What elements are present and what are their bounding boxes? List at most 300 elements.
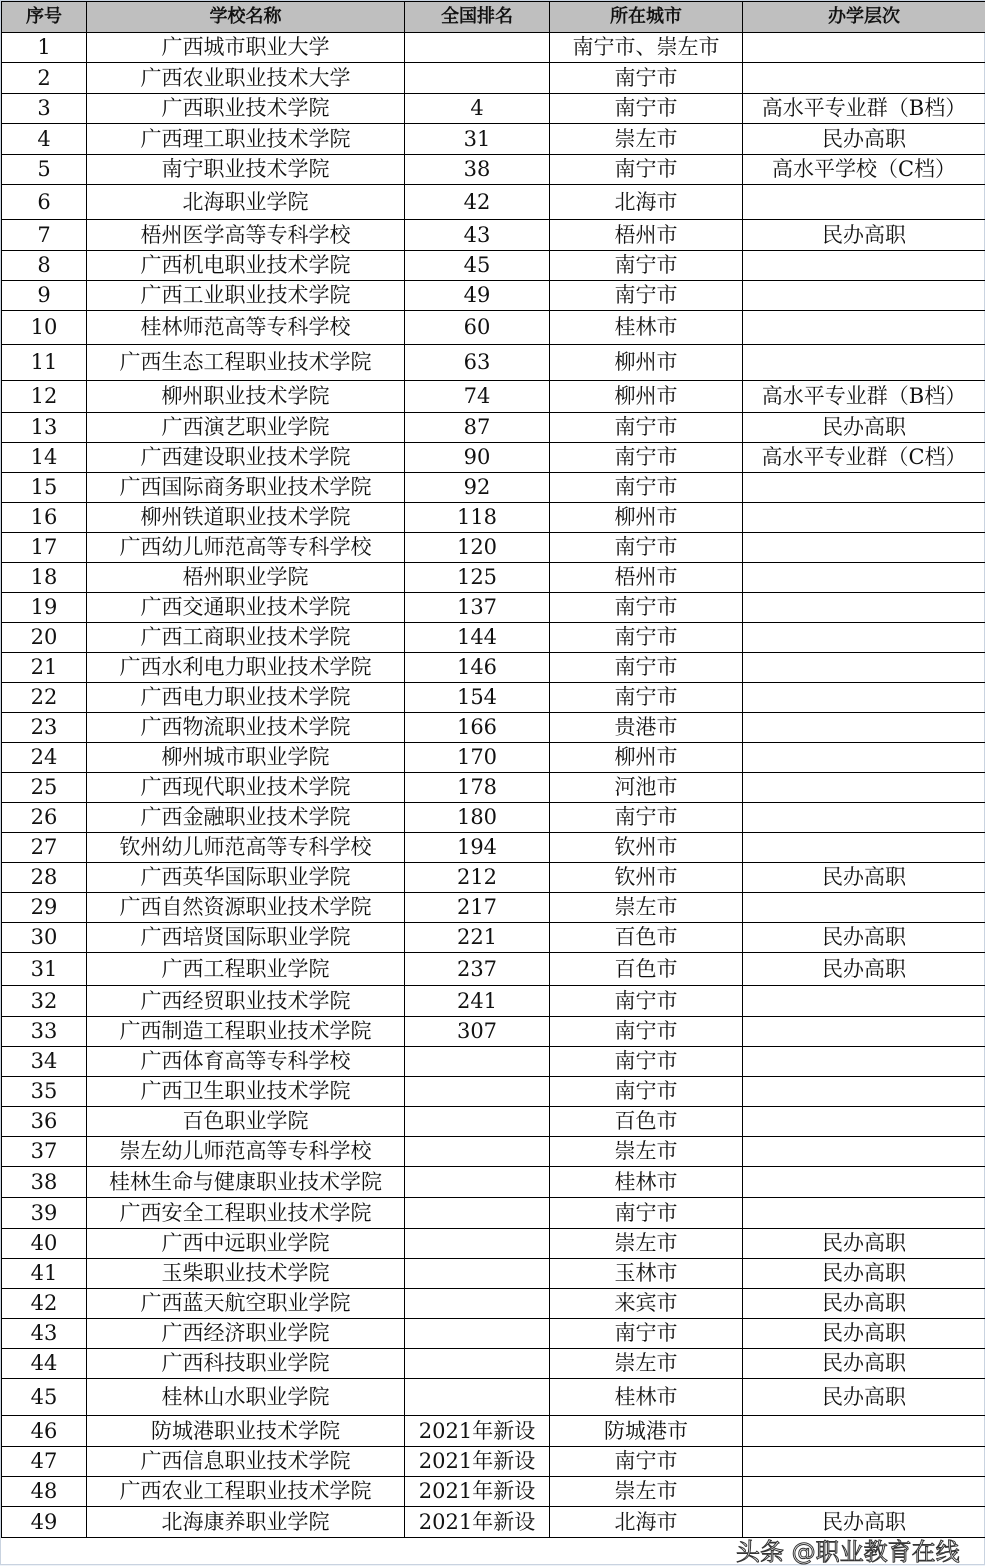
table-row xyxy=(2,124,985,155)
cell-index: 7 xyxy=(2,220,87,251)
cell-level: 民办高职 xyxy=(743,1289,985,1319)
table-row xyxy=(2,1137,985,1167)
table-row xyxy=(2,1017,985,1047)
cell-level xyxy=(743,473,985,503)
cell-national-rank: 217 xyxy=(405,893,550,923)
table-row xyxy=(2,743,985,773)
cell-level xyxy=(743,1198,985,1229)
cell-level xyxy=(743,281,985,311)
cell-city: 南宁市 xyxy=(550,1447,743,1477)
cell-national-rank: 146 xyxy=(405,653,550,683)
cell-school-name: 柳州职业技术学院 xyxy=(87,381,405,413)
cell-city: 崇左市 xyxy=(550,1229,743,1259)
cell-school-name: 柳州城市职业学院 xyxy=(87,743,405,773)
cell-school-name: 广西幼儿师范高等专科学校 xyxy=(87,533,405,563)
cell-school-name: 广西生态工程职业技术学院 xyxy=(87,345,405,381)
cell-school-name: 崇左幼儿师范高等专科学校 xyxy=(87,1137,405,1167)
cell-city: 百色市 xyxy=(550,953,743,986)
cell-city: 桂林市 xyxy=(550,1167,743,1198)
cell-school-name: 广西经济职业学院 xyxy=(87,1319,405,1349)
cell-index: 5 xyxy=(2,155,87,185)
cell-school-name: 广西工程职业学院 xyxy=(87,953,405,986)
cell-national-rank xyxy=(405,1379,550,1416)
cell-city: 崇左市 xyxy=(550,124,743,155)
cell-school-name: 广西体育高等专科学校 xyxy=(87,1047,405,1077)
cell-national-rank xyxy=(405,1167,550,1198)
table-row xyxy=(2,1289,985,1319)
cell-school-name: 广西物流职业技术学院 xyxy=(87,713,405,743)
cell-city: 防城港市 xyxy=(550,1416,743,1447)
cell-national-rank xyxy=(405,1289,550,1319)
cell-national-rank: 42 xyxy=(405,185,550,220)
cell-national-rank: 170 xyxy=(405,743,550,773)
cell-school-name: 广西理工职业技术学院 xyxy=(87,124,405,155)
cell-school-name: 广西水利电力职业技术学院 xyxy=(87,653,405,683)
cell-school-name: 广西城市职业大学 xyxy=(87,33,405,63)
cell-city: 南宁市 xyxy=(550,1319,743,1349)
cell-national-rank: 166 xyxy=(405,713,550,743)
cell-school-name: 广西机电职业技术学院 xyxy=(87,251,405,281)
cell-index: 8 xyxy=(2,251,87,281)
cell-school-name: 广西蓝天航空职业学院 xyxy=(87,1289,405,1319)
table-row xyxy=(2,1319,985,1349)
cell-national-rank: 49 xyxy=(405,281,550,311)
cell-level: 高水平学校（C档） xyxy=(743,155,985,185)
cell-level xyxy=(743,623,985,653)
cell-school-name: 广西国际商务职业技术学院 xyxy=(87,473,405,503)
cell-level xyxy=(743,1167,985,1198)
cell-index: 1 xyxy=(2,33,87,63)
cell-national-rank xyxy=(405,1107,550,1137)
cell-school-name: 玉柴职业技术学院 xyxy=(87,1259,405,1289)
cell-level xyxy=(743,311,985,345)
cell-school-name: 广西电力职业技术学院 xyxy=(87,683,405,713)
cell-school-name: 广西经贸职业技术学院 xyxy=(87,986,405,1017)
header-national-rank: 全国排名 xyxy=(405,2,550,33)
cell-level xyxy=(743,1017,985,1047)
cell-level: 高水平专业群（C档） xyxy=(743,443,985,473)
cell-city: 百色市 xyxy=(550,1107,743,1137)
cell-school-name: 广西工业职业技术学院 xyxy=(87,281,405,311)
cell-level xyxy=(743,503,985,533)
table-row xyxy=(2,94,985,124)
table-row xyxy=(2,155,985,185)
table-row xyxy=(2,833,985,863)
cell-city: 南宁市 xyxy=(550,155,743,185)
cell-city: 南宁市 xyxy=(550,1077,743,1107)
cell-level: 民办高职 xyxy=(743,1507,985,1538)
cell-index: 24 xyxy=(2,743,87,773)
cell-national-rank xyxy=(405,1198,550,1229)
cell-index: 32 xyxy=(2,986,87,1017)
table-row xyxy=(2,1167,985,1198)
cell-city: 南宁市 xyxy=(550,473,743,503)
cell-national-rank: 45 xyxy=(405,251,550,281)
table-row xyxy=(2,653,985,683)
cell-school-name: 北海康养职业学院 xyxy=(87,1507,405,1538)
cell-school-name: 梧州医学高等专科学校 xyxy=(87,220,405,251)
table-row xyxy=(2,1416,985,1447)
cell-city: 玉林市 xyxy=(550,1259,743,1289)
cell-city: 桂林市 xyxy=(550,1379,743,1416)
cell-national-rank: 4 xyxy=(405,94,550,124)
cell-level xyxy=(743,1447,985,1477)
cell-index: 48 xyxy=(2,1477,87,1507)
cell-level: 民办高职 xyxy=(743,1229,985,1259)
table-row xyxy=(2,803,985,833)
cell-national-rank: 2021年新设 xyxy=(405,1477,550,1507)
cell-city: 柳州市 xyxy=(550,381,743,413)
table-row xyxy=(2,33,985,63)
cell-school-name: 广西科技职业学院 xyxy=(87,1349,405,1379)
cell-national-rank xyxy=(405,1319,550,1349)
header-level: 办学层次 xyxy=(743,2,985,33)
cell-city: 崇左市 xyxy=(550,1349,743,1379)
cell-national-rank: 237 xyxy=(405,953,550,986)
table-row xyxy=(2,863,985,893)
cell-index: 3 xyxy=(2,94,87,124)
cell-level: 高水平专业群（B档） xyxy=(743,94,985,124)
cell-index: 15 xyxy=(2,473,87,503)
cell-city: 百色市 xyxy=(550,923,743,953)
table-row xyxy=(2,63,985,94)
cell-city: 南宁市 xyxy=(550,63,743,94)
table-row xyxy=(2,713,985,743)
cell-index: 37 xyxy=(2,1137,87,1167)
table-row xyxy=(2,1047,985,1077)
cell-national-rank: 63 xyxy=(405,345,550,381)
cell-national-rank: 125 xyxy=(405,563,550,593)
cell-national-rank: 120 xyxy=(405,533,550,563)
cell-level: 民办高职 xyxy=(743,923,985,953)
cell-level xyxy=(743,773,985,803)
cell-index: 43 xyxy=(2,1319,87,1349)
cell-school-name: 广西职业技术学院 xyxy=(87,94,405,124)
cell-school-name: 广西工商职业技术学院 xyxy=(87,623,405,653)
cell-city: 南宁市 xyxy=(550,803,743,833)
cell-national-rank: 241 xyxy=(405,986,550,1017)
cell-index: 46 xyxy=(2,1416,87,1447)
cell-index: 22 xyxy=(2,683,87,713)
table-row xyxy=(2,1107,985,1137)
watermark: 头条 @职业教育在线 xyxy=(736,1540,960,1564)
cell-level xyxy=(743,1077,985,1107)
cell-city: 南宁市、崇左市 xyxy=(550,33,743,63)
schools-table xyxy=(1,1,985,1538)
cell-index: 4 xyxy=(2,124,87,155)
table-row xyxy=(2,563,985,593)
cell-school-name: 北海职业学院 xyxy=(87,185,405,220)
cell-index: 44 xyxy=(2,1349,87,1379)
cell-index: 42 xyxy=(2,1289,87,1319)
cell-index: 9 xyxy=(2,281,87,311)
cell-index: 21 xyxy=(2,653,87,683)
cell-national-rank: 154 xyxy=(405,683,550,713)
cell-school-name: 广西交通职业技术学院 xyxy=(87,593,405,623)
cell-national-rank: 194 xyxy=(405,833,550,863)
cell-level xyxy=(743,1107,985,1137)
cell-index: 47 xyxy=(2,1447,87,1477)
cell-level xyxy=(743,743,985,773)
cell-national-rank: 178 xyxy=(405,773,550,803)
table-row xyxy=(2,503,985,533)
cell-city: 南宁市 xyxy=(550,533,743,563)
table-row xyxy=(2,683,985,713)
table-row xyxy=(2,1229,985,1259)
cell-school-name: 广西信息职业技术学院 xyxy=(87,1447,405,1477)
cell-school-name: 广西现代职业技术学院 xyxy=(87,773,405,803)
cell-city: 柳州市 xyxy=(550,743,743,773)
cell-school-name: 桂林师范高等专科学校 xyxy=(87,311,405,345)
cell-city: 南宁市 xyxy=(550,1198,743,1229)
cell-national-rank: 212 xyxy=(405,863,550,893)
cell-level xyxy=(743,833,985,863)
cell-national-rank: 2021年新设 xyxy=(405,1447,550,1477)
cell-city: 南宁市 xyxy=(550,281,743,311)
cell-index: 12 xyxy=(2,381,87,413)
cell-school-name: 梧州职业学院 xyxy=(87,563,405,593)
cell-level: 高水平专业群（B档） xyxy=(743,381,985,413)
cell-city: 崇左市 xyxy=(550,1137,743,1167)
cell-index: 39 xyxy=(2,1198,87,1229)
cell-school-name: 广西卫生职业技术学院 xyxy=(87,1077,405,1107)
table-row xyxy=(2,1477,985,1507)
cell-index: 36 xyxy=(2,1107,87,1137)
cell-school-name: 桂林生命与健康职业技术学院 xyxy=(87,1167,405,1198)
table-row xyxy=(2,381,985,413)
table-row xyxy=(2,533,985,563)
cell-level xyxy=(743,893,985,923)
table-row xyxy=(2,413,985,443)
cell-city: 柳州市 xyxy=(550,345,743,381)
cell-city: 南宁市 xyxy=(550,94,743,124)
header-row xyxy=(2,2,985,33)
cell-level xyxy=(743,63,985,94)
cell-level xyxy=(743,1477,985,1507)
cell-city: 梧州市 xyxy=(550,220,743,251)
cell-index: 11 xyxy=(2,345,87,381)
cell-city: 来宾市 xyxy=(550,1289,743,1319)
cell-city: 贵港市 xyxy=(550,713,743,743)
cell-national-rank: 180 xyxy=(405,803,550,833)
cell-city: 南宁市 xyxy=(550,1047,743,1077)
cell-national-rank xyxy=(405,33,550,63)
cell-school-name: 广西自然资源职业技术学院 xyxy=(87,893,405,923)
table-row xyxy=(2,281,985,311)
cell-school-name: 广西安全工程职业技术学院 xyxy=(87,1198,405,1229)
table-row xyxy=(2,593,985,623)
table-row xyxy=(2,1447,985,1477)
table-row xyxy=(2,923,985,953)
cell-city: 南宁市 xyxy=(550,986,743,1017)
cell-national-rank: 137 xyxy=(405,593,550,623)
cell-national-rank xyxy=(405,1077,550,1107)
cell-national-rank xyxy=(405,1349,550,1379)
cell-index: 20 xyxy=(2,623,87,653)
cell-national-rank xyxy=(405,1047,550,1077)
cell-city: 河池市 xyxy=(550,773,743,803)
cell-city: 钦州市 xyxy=(550,863,743,893)
cell-level xyxy=(743,986,985,1017)
cell-national-rank: 2021年新设 xyxy=(405,1416,550,1447)
table-row xyxy=(2,986,985,1017)
table-row xyxy=(2,1379,985,1416)
cell-level: 民办高职 xyxy=(743,220,985,251)
cell-city: 北海市 xyxy=(550,1507,743,1538)
table-row xyxy=(2,1507,985,1538)
cell-index: 6 xyxy=(2,185,87,220)
cell-national-rank: 87 xyxy=(405,413,550,443)
cell-index: 23 xyxy=(2,713,87,743)
cell-national-rank xyxy=(405,1259,550,1289)
cell-national-rank: 60 xyxy=(405,311,550,345)
cell-index: 17 xyxy=(2,533,87,563)
cell-city: 南宁市 xyxy=(550,1017,743,1047)
cell-national-rank: 38 xyxy=(405,155,550,185)
cell-level xyxy=(743,563,985,593)
cell-level: 民办高职 xyxy=(743,1319,985,1349)
cell-index: 49 xyxy=(2,1507,87,1538)
cell-school-name: 百色职业学院 xyxy=(87,1107,405,1137)
cell-level xyxy=(743,33,985,63)
cell-index: 35 xyxy=(2,1077,87,1107)
table-row xyxy=(2,220,985,251)
table-row xyxy=(2,773,985,803)
header-index: 序号 xyxy=(2,2,87,33)
cell-level xyxy=(743,1416,985,1447)
cell-level xyxy=(743,653,985,683)
cell-national-rank: 221 xyxy=(405,923,550,953)
cell-city: 南宁市 xyxy=(550,653,743,683)
cell-national-rank: 90 xyxy=(405,443,550,473)
cell-national-rank: 43 xyxy=(405,220,550,251)
cell-index: 30 xyxy=(2,923,87,953)
cell-city: 钦州市 xyxy=(550,833,743,863)
cell-level xyxy=(743,345,985,381)
cell-national-rank xyxy=(405,63,550,94)
cell-school-name: 广西农业职业技术大学 xyxy=(87,63,405,94)
cell-index: 16 xyxy=(2,503,87,533)
cell-level: 民办高职 xyxy=(743,124,985,155)
cell-level: 民办高职 xyxy=(743,1259,985,1289)
table-row xyxy=(2,473,985,503)
cell-index: 19 xyxy=(2,593,87,623)
cell-level: 民办高职 xyxy=(743,1349,985,1379)
cell-index: 18 xyxy=(2,563,87,593)
cell-index: 38 xyxy=(2,1167,87,1198)
cell-level xyxy=(743,185,985,220)
table-row xyxy=(2,953,985,986)
cell-index: 2 xyxy=(2,63,87,94)
cell-level xyxy=(743,1047,985,1077)
cell-index: 33 xyxy=(2,1017,87,1047)
cell-national-rank: 74 xyxy=(405,381,550,413)
cell-city: 北海市 xyxy=(550,185,743,220)
cell-city: 崇左市 xyxy=(550,1477,743,1507)
table-row xyxy=(2,623,985,653)
table-row xyxy=(2,893,985,923)
cell-level: 民办高职 xyxy=(743,1379,985,1416)
cell-school-name: 广西金融职业技术学院 xyxy=(87,803,405,833)
cell-school-name: 广西培贤国际职业学院 xyxy=(87,923,405,953)
cell-level xyxy=(743,803,985,833)
cell-index: 34 xyxy=(2,1047,87,1077)
cell-school-name: 柳州铁道职业技术学院 xyxy=(87,503,405,533)
cell-index: 14 xyxy=(2,443,87,473)
cell-national-rank xyxy=(405,1137,550,1167)
cell-school-name: 广西建设职业技术学院 xyxy=(87,443,405,473)
table-row xyxy=(2,345,985,381)
cell-national-rank: 144 xyxy=(405,623,550,653)
table-row xyxy=(2,443,985,473)
cell-index: 29 xyxy=(2,893,87,923)
cell-school-name: 广西中远职业学院 xyxy=(87,1229,405,1259)
header-school-name: 学校名称 xyxy=(87,2,405,33)
cell-school-name: 钦州幼儿师范高等专科学校 xyxy=(87,833,405,863)
table-row xyxy=(2,1077,985,1107)
cell-index: 25 xyxy=(2,773,87,803)
header-city: 所在城市 xyxy=(550,2,743,33)
table-row xyxy=(2,311,985,345)
cell-level: 民办高职 xyxy=(743,863,985,893)
cell-index: 26 xyxy=(2,803,87,833)
cell-school-name: 防城港职业技术学院 xyxy=(87,1416,405,1447)
cell-index: 13 xyxy=(2,413,87,443)
cell-index: 28 xyxy=(2,863,87,893)
cell-national-rank: 118 xyxy=(405,503,550,533)
cell-level xyxy=(743,533,985,563)
cell-school-name: 广西演艺职业学院 xyxy=(87,413,405,443)
cell-level xyxy=(743,683,985,713)
cell-school-name: 广西农业工程职业技术学院 xyxy=(87,1477,405,1507)
table-row xyxy=(2,251,985,281)
table-row xyxy=(2,1349,985,1379)
cell-school-name: 南宁职业技术学院 xyxy=(87,155,405,185)
cell-school-name: 桂林山水职业学院 xyxy=(87,1379,405,1416)
cell-school-name: 广西制造工程职业技术学院 xyxy=(87,1017,405,1047)
cell-index: 40 xyxy=(2,1229,87,1259)
cell-city: 梧州市 xyxy=(550,563,743,593)
cell-city: 柳州市 xyxy=(550,503,743,533)
cell-city: 桂林市 xyxy=(550,311,743,345)
cell-national-rank xyxy=(405,1229,550,1259)
cell-city: 南宁市 xyxy=(550,413,743,443)
cell-index: 41 xyxy=(2,1259,87,1289)
cell-city: 南宁市 xyxy=(550,443,743,473)
cell-school-name: 广西英华国际职业学院 xyxy=(87,863,405,893)
cell-national-rank: 31 xyxy=(405,124,550,155)
table-row xyxy=(2,185,985,220)
cell-index: 10 xyxy=(2,311,87,345)
cell-level xyxy=(743,251,985,281)
cell-index: 45 xyxy=(2,1379,87,1416)
cell-index: 31 xyxy=(2,953,87,986)
cell-level xyxy=(743,593,985,623)
table-row xyxy=(2,1198,985,1229)
cell-level: 民办高职 xyxy=(743,413,985,443)
cell-city: 南宁市 xyxy=(550,623,743,653)
cell-level xyxy=(743,713,985,743)
cell-city: 南宁市 xyxy=(550,251,743,281)
cell-city: 南宁市 xyxy=(550,683,743,713)
table-row xyxy=(2,1259,985,1289)
cell-national-rank: 307 xyxy=(405,1017,550,1047)
cell-national-rank: 92 xyxy=(405,473,550,503)
cell-index: 27 xyxy=(2,833,87,863)
cell-level xyxy=(743,1137,985,1167)
cell-national-rank: 2021年新设 xyxy=(405,1507,550,1538)
cell-city: 南宁市 xyxy=(550,593,743,623)
